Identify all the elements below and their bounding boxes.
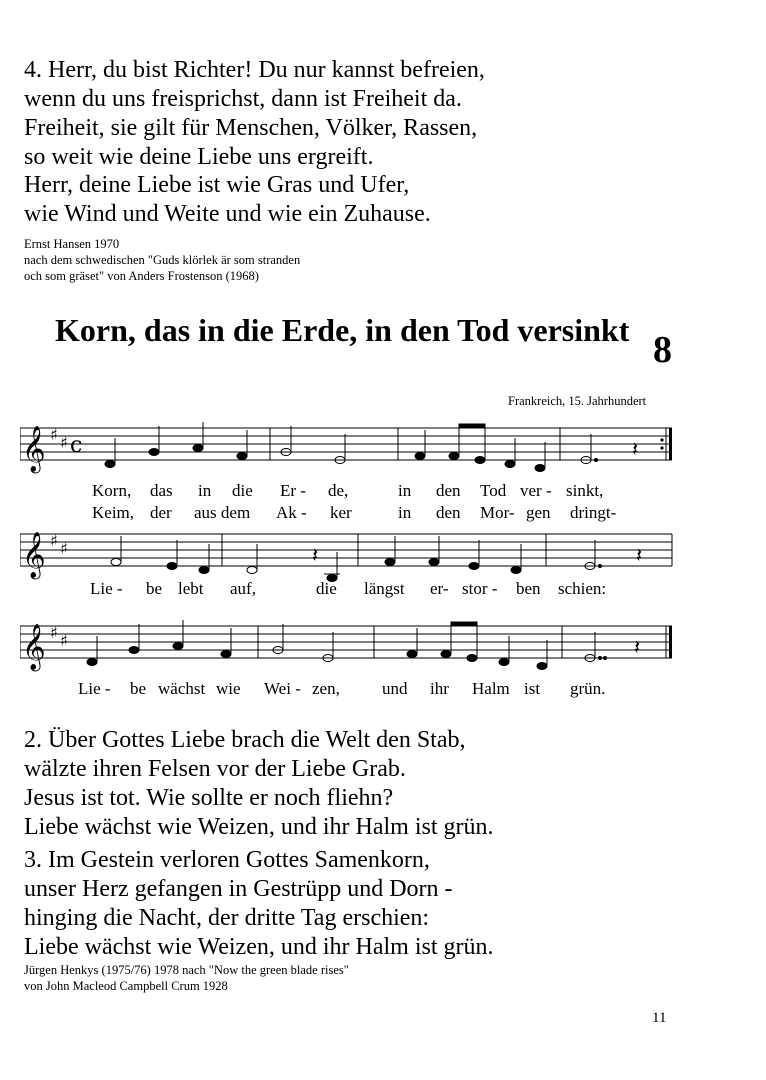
credit-line: von John Macleod Campbell Crum 1928	[24, 979, 228, 993]
common-time-icon: c	[70, 433, 83, 458]
staff-3-lyrics	[0, 678, 766, 700]
lyric-syllable: Lie -	[90, 579, 123, 598]
verse-line: Liebe wächst wie Weizen, und ihr Halm ist grün.	[24, 814, 494, 840]
verse-line: wie Wind und Weite und wie ein Zuhause.	[24, 201, 431, 227]
lyric-syllable: schien:	[558, 579, 607, 598]
lyric-syllable: grün.	[570, 679, 606, 698]
credit-hymn	[24, 962, 349, 994]
lyric-syllable: ker	[330, 503, 352, 522]
credit-previous-hymn	[24, 236, 300, 284]
lyric-syllable: wächst	[158, 679, 206, 698]
verse-2	[24, 726, 494, 842]
rest-icon: 𝄽	[634, 635, 641, 659]
lyric-syllable: Ak -	[276, 503, 307, 522]
lyric-syllable: Keim,	[92, 503, 135, 522]
treble-clef-icon: 𝄞	[22, 624, 46, 670]
sharp-icon: ♯	[50, 623, 58, 642]
lyric-syllable: Wei -	[264, 679, 301, 698]
verse-line: wälzte ihren Felsen vor der Liebe Grab.	[24, 756, 406, 782]
lyric-syllable: Tod	[480, 481, 507, 500]
verse-line: 3. Im Gestein verloren Gottes Samenkorn,	[24, 847, 430, 873]
lyric-syllable: ben	[516, 579, 541, 598]
credit-line: Jürgen Henkys (1975/76) 1978 nach "Now the green blade rises"	[24, 963, 349, 977]
credit-line: och som gräset" von Anders Frostenson (1968)	[24, 269, 259, 283]
verse-line: Liebe wächst wie Weizen, und ihr Halm ist grün.	[24, 934, 494, 960]
lyric-syllable: die	[232, 481, 253, 500]
lyric-syllable: wie	[216, 679, 241, 698]
lyric-syllable: längst	[364, 579, 405, 598]
music-staff-3	[20, 616, 676, 676]
lyric-syllable: Mor-	[480, 503, 515, 522]
sharp-icon: ♯	[50, 531, 58, 550]
verse-4-refrain	[24, 171, 431, 229]
sharp-icon: ♯	[50, 425, 58, 444]
verse-4	[24, 56, 485, 172]
lyric-syllable: ver -	[520, 481, 552, 500]
lyric-syllable: den	[436, 503, 461, 522]
lyric-syllable: Lie -	[78, 679, 111, 698]
lyric-syllable: dringt-	[570, 503, 617, 522]
lyric-syllable: be	[130, 679, 147, 698]
lyric-syllable: in	[398, 481, 412, 500]
verse-line: Herr, deine Liebe ist wie Gras und Ufer,	[24, 172, 410, 198]
melody-origin: Frankreich, 15. Jahrhundert	[508, 394, 647, 408]
sharp-icon: ♯	[60, 433, 68, 452]
lyric-syllable: den	[436, 481, 461, 500]
lyric-syllable: und	[382, 679, 408, 698]
lyric-syllable: die	[316, 579, 337, 598]
credit-line: Ernst Hansen 1970	[24, 237, 120, 251]
page-number: 11	[652, 1010, 667, 1026]
lyric-syllable: auf,	[230, 579, 256, 598]
verse-line: unser Herz gefangen in Gestrüpp und Dorn -	[24, 876, 453, 902]
rest-icon: 𝄽	[636, 543, 643, 567]
lyric-syllable: de,	[328, 481, 349, 500]
treble-clef-icon: 𝄞	[22, 532, 46, 578]
verse-line: 4. Herr, du bist Richter! Du nur kannst befreien,	[24, 57, 485, 83]
rest-icon: 𝄽	[632, 437, 639, 461]
sharp-icon: ♯	[60, 631, 68, 650]
lyric-syllable: das	[150, 481, 173, 500]
lyric-syllable: stor -	[462, 579, 498, 598]
treble-clef-icon: 𝄞	[22, 426, 46, 472]
verse-line: Jesus ist tot. Wie sollte er noch fliehn?	[24, 785, 394, 811]
verse-line: 2. Über Gottes Liebe brach die Welt den Stab,	[24, 727, 466, 753]
lyric-syllable: zen,	[312, 679, 340, 698]
lyric-syllable: ist	[524, 679, 541, 698]
lyric-syllable: gen	[526, 503, 551, 522]
lyric-syllable: aus dem	[194, 503, 251, 522]
staff-1-lyrics	[0, 480, 766, 526]
lyric-syllable: in	[198, 481, 212, 500]
verse-line: hinging die Nacht, der dritte Tag erschien:	[24, 905, 430, 931]
hymn-number: 8	[653, 329, 672, 371]
sharp-icon: ♯	[60, 539, 68, 558]
lyric-syllable: Korn,	[92, 481, 132, 500]
hymn-title: Korn, das in die Erde, in den Tod versinkt	[55, 312, 630, 348]
lyric-syllable: sinkt,	[566, 481, 604, 500]
verse-3	[24, 846, 494, 962]
verse-line: so weit wie deine Liebe uns ergreift.	[24, 144, 374, 170]
verse-line: wenn du uns freisprichst, dann ist Freiheit da.	[24, 86, 462, 112]
lyric-syllable: in	[398, 503, 412, 522]
lyric-syllable: Halm	[472, 679, 510, 698]
lyric-syllable: der	[150, 503, 172, 522]
lyric-syllable: er-	[430, 579, 449, 598]
rest-icon: 𝄽	[312, 543, 319, 567]
lyric-syllable: Er -	[280, 481, 306, 500]
staff-2-lyrics	[0, 578, 766, 600]
music-staff-1	[20, 418, 676, 478]
music-staff-2	[20, 524, 676, 584]
credit-line: nach dem schwedischen "Guds klörlek är som stranden	[24, 253, 301, 267]
lyric-syllable: ihr	[430, 679, 449, 698]
verse-line: Freiheit, sie gilt für Menschen, Völker, Rassen,	[24, 115, 478, 141]
lyric-syllable: lebt	[178, 579, 204, 598]
lyric-syllable: be	[146, 579, 163, 598]
